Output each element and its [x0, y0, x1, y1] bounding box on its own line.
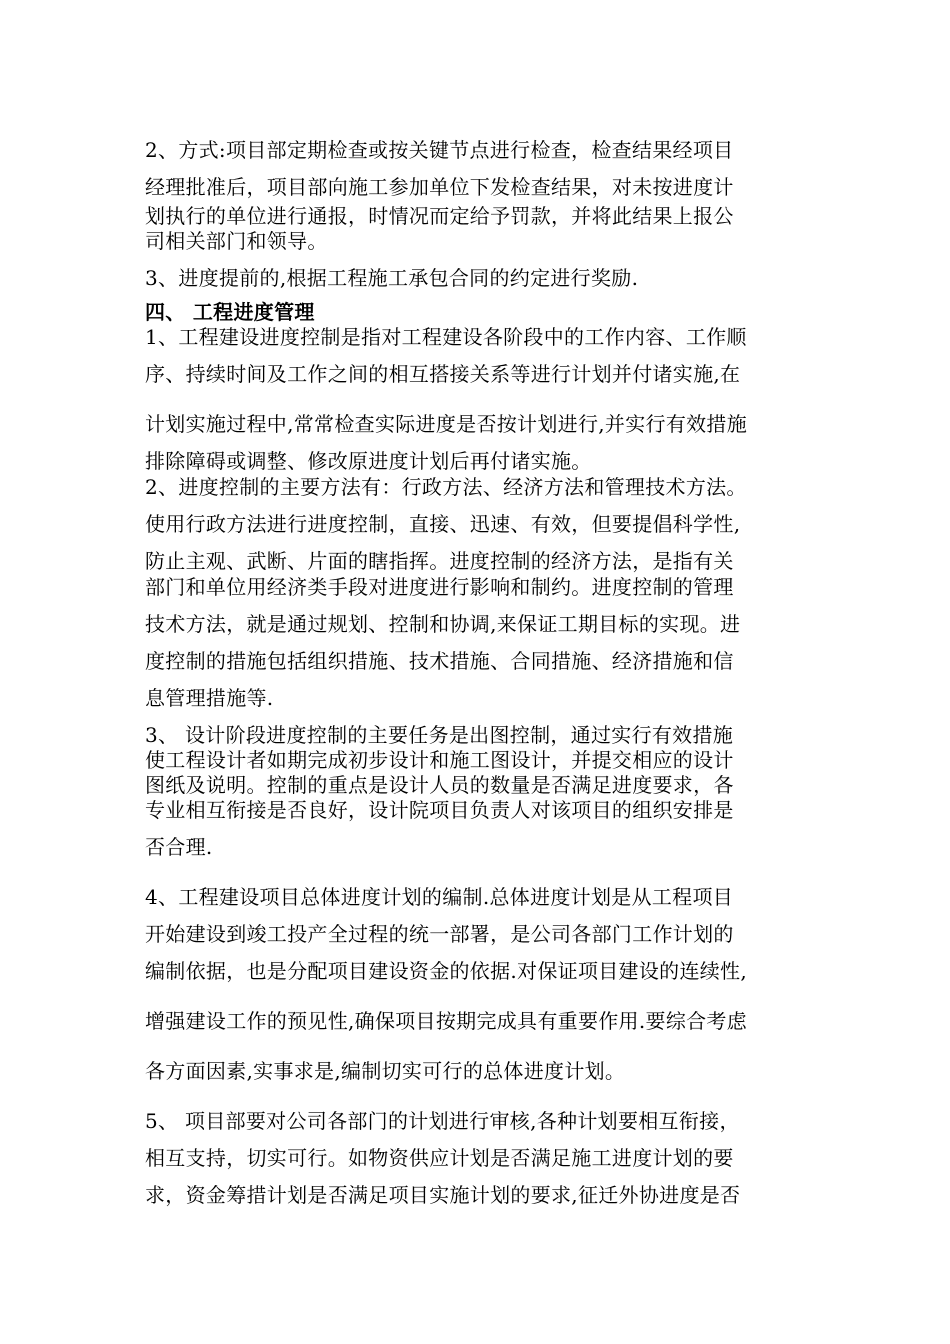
- text-line: 增强建设工作的预见性,确保项目按期完成具有重要作用.要综合考虑: [145, 1009, 748, 1033]
- section-heading: 四、 工程进度管理: [145, 300, 315, 324]
- text-line: 5、 项目部要对公司各部门的计划进行审核,各种计划要相互衔接，: [145, 1109, 740, 1133]
- text-line: 划执行的单位进行通报，时情况而定给予罚款，并将此结果上报公: [145, 204, 734, 228]
- text-line: 排除障碍或调整、修改原进度计划后再付诸实施。: [145, 449, 592, 473]
- text-line: 息管理措施等.: [145, 686, 274, 710]
- text-line: 开始建设到竣工投产全过程的统一部署，是公司各部门工作计划的: [145, 922, 734, 946]
- text-line: 2、进度控制的主要方法有：行政方法、经济方法和管理技术方法。: [145, 475, 747, 499]
- text-line: 计划实施过程中,常常检查实际进度是否按计划进行,并实行有效措施: [145, 412, 748, 436]
- text-line: 使用行政方法进行进度控制，直接、迅速、有效，但要提倡科学性,: [145, 512, 741, 536]
- text-line: 防止主观、武断、片面的瞎指挥。进度控制的经济方法，是指有关: [145, 549, 734, 573]
- text-line: 经理批准后，项目部向施工参加单位下发检查结果，对未按进度计: [145, 175, 734, 199]
- text-line: 3、 设计阶段进度控制的主要任务是出图控制，通过实行有效措施: [145, 723, 734, 747]
- text-line: 编制依据，也是分配项目建设资金的依据.对保证项目建设的连续性,: [145, 959, 748, 983]
- text-line: 专业相互衔接是否良好，设计院项目负责人对该项目的组织安排是: [145, 798, 734, 822]
- text-line: 1、工程建设进度控制是指对工程建设各阶段中的工作内容、工作顺: [145, 325, 747, 349]
- text-line: 度控制的措施包括组织措施、技术措施、合同措施、经济措施和信: [145, 649, 734, 673]
- text-line: 2、方式:项目部定期检查或按关键节点进行检查，检查结果经项目: [145, 138, 734, 162]
- text-line: 求，资金筹措计划是否满足项目实施计划的要求,征迁外协进度是否: [145, 1183, 741, 1207]
- text-line: 序、持续时间及工作之间的相互搭接关系等进行计划并付诸实施,在: [145, 362, 741, 386]
- text-line: 各方面因素,实事求是,编制切实可行的总体进度计划。: [145, 1059, 626, 1083]
- text-line: 否合理.: [145, 835, 213, 859]
- text-line: 技术方法，就是通过规划、控制和协调,来保证工期目标的实现。进: [145, 612, 741, 636]
- text-line: 使工程设计者如期完成初步设计和施工图设计，并提交相应的设计: [145, 748, 734, 772]
- text-line: 部门和单位用经济类手段对进度进行影响和制约。进度控制的管理: [145, 575, 734, 599]
- text-line: 3、进度提前的,根据工程施工承包合同的约定进行奖励.: [145, 266, 639, 290]
- text-line: 相互支持，切实可行。如物资供应计划是否满足施工进度计划的要: [145, 1146, 734, 1170]
- text-line: 图纸及说明。控制的重点是设计人员的数量是否满足进度要求，各: [145, 773, 734, 797]
- text-line: 4、工程建设项目总体进度计划的编制.总体进度计划是从工程项目: [145, 885, 734, 909]
- text-line: 司相关部门和领导。: [145, 229, 328, 253]
